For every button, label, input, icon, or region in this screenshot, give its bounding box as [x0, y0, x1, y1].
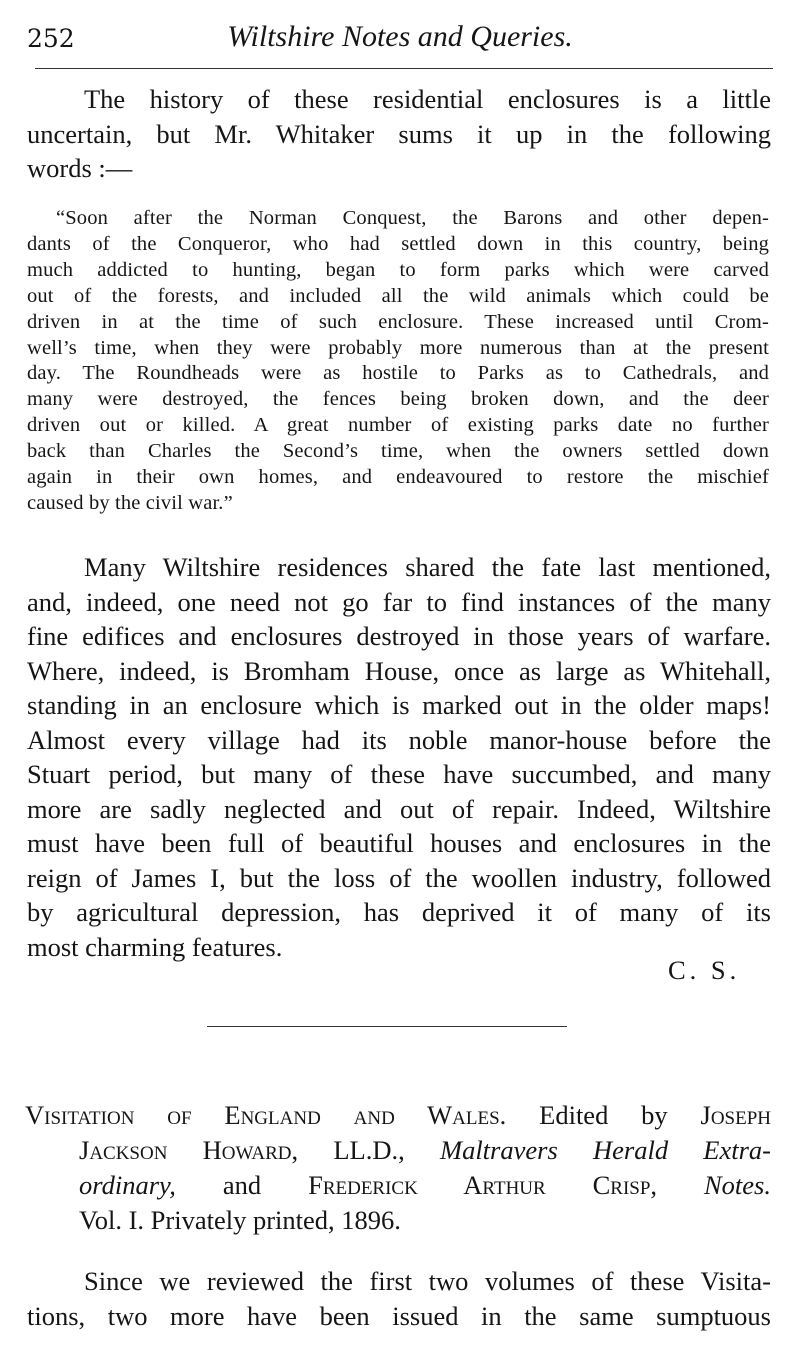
review-and: and [222, 1170, 262, 1200]
quote-line: out of the forests, and included all the wild animals which could be [27, 284, 769, 307]
closing-line: tions, two more have been issued in the same sumptuous [27, 1300, 771, 1331]
quote-line: day. The Roundheads were as hostile to Parks as to Cathedrals, and [27, 362, 769, 385]
review-edited-by: Edited by [539, 1100, 668, 1130]
body-line: most charming features. [27, 931, 283, 962]
body-line: and, indeed, one need not go far to find instances of the many [27, 586, 771, 617]
intro-line: words :— [27, 153, 133, 183]
body-line: Many Wiltshire residences shared the fate last mentioned, [84, 552, 771, 582]
review-degree: LL.D., [333, 1135, 405, 1165]
quote-line: again in their own homes, and endeavoured to restore the mischief [27, 466, 769, 489]
review-volume-line: Vol. I. Privately printed, 1896. [79, 1205, 401, 1235]
page-header [27, 18, 773, 58]
review-heading [25, 1098, 772, 1238]
body-paragraph [27, 550, 771, 964]
quote-line: driven in at the time of such enclosure. These increased until Crom- [27, 310, 769, 333]
intro-line: uncertain, but Mr. Whitaker sums it up in the following [27, 118, 771, 149]
review-line-3 [79, 1168, 771, 1203]
body-line: more are sadly neglected and out of repair. Indeed, Wiltshire [27, 793, 771, 824]
body-line: Almost every village had its noble manor-house before the [27, 724, 771, 755]
body-line: by agricultural depression, has deprived it of many of its [27, 897, 771, 927]
closing-line: Since we reviewed the first two volumes of these Visita- [84, 1266, 771, 1296]
intro-line: The history of these residential enclosures is a little [84, 84, 771, 114]
body-line: Stuart period, but many of these have succumbed, and many [27, 759, 771, 789]
closing-paragraph [27, 1264, 771, 1333]
quote-line: much addicted to hunting, began to form parks which were carved [27, 258, 769, 281]
review-title: Visitation of England and Wales. [25, 1100, 507, 1130]
review-office: Maltravers Herald Extra- [440, 1135, 772, 1165]
review-office-2: ordinary, [79, 1170, 176, 1200]
section-divider [207, 1026, 567, 1027]
quote-line: driven out or killed. A great number of existing parks date no further [27, 414, 769, 437]
review-editor1-rest: Jackson Howard, [79, 1135, 299, 1165]
body-line: must have been full of beautiful houses and enclosures in the [27, 828, 771, 858]
review-editor2: Frederick Arthur Crisp, [308, 1170, 658, 1200]
page-number: 252 [27, 24, 75, 53]
review-notes: Notes. [704, 1170, 771, 1200]
quote-line: dants of the Conqueror, who had settled down in this country, being [27, 232, 769, 255]
quote-line: back than Charles the Second’s time, when the owners settled down [27, 440, 769, 463]
body-line: Where, indeed, is Bromham House, once as large as Whitehall, [27, 655, 771, 686]
block-quote [27, 206, 769, 517]
body-line: fine edifices and enclosures destroyed in those years of warfare. [27, 621, 771, 651]
intro-paragraph [27, 82, 771, 186]
quote-line: many were destroyed, the fences being broken down, and the deer [27, 388, 769, 411]
quote-line: “Soon after the Norman Conquest, the Barons and other depen- [56, 207, 769, 229]
signature: C. S. [668, 955, 741, 985]
body-line: standing in an enclosure which is marked out in the older maps! [27, 690, 771, 720]
header-rule [35, 68, 773, 69]
review-line-1 [25, 1098, 771, 1133]
quote-line: caused by the civil war.” [27, 491, 233, 514]
running-title: Wiltshire Notes and Queries. [227, 20, 573, 53]
review-editor1-first: Joseph [700, 1100, 771, 1130]
review-line-2 [79, 1133, 771, 1168]
body-line: reign of James I, but the loss of the woollen industry, followed [27, 862, 771, 893]
quote-line: well’s time, when they were probably more numerous than at the present [27, 336, 769, 359]
